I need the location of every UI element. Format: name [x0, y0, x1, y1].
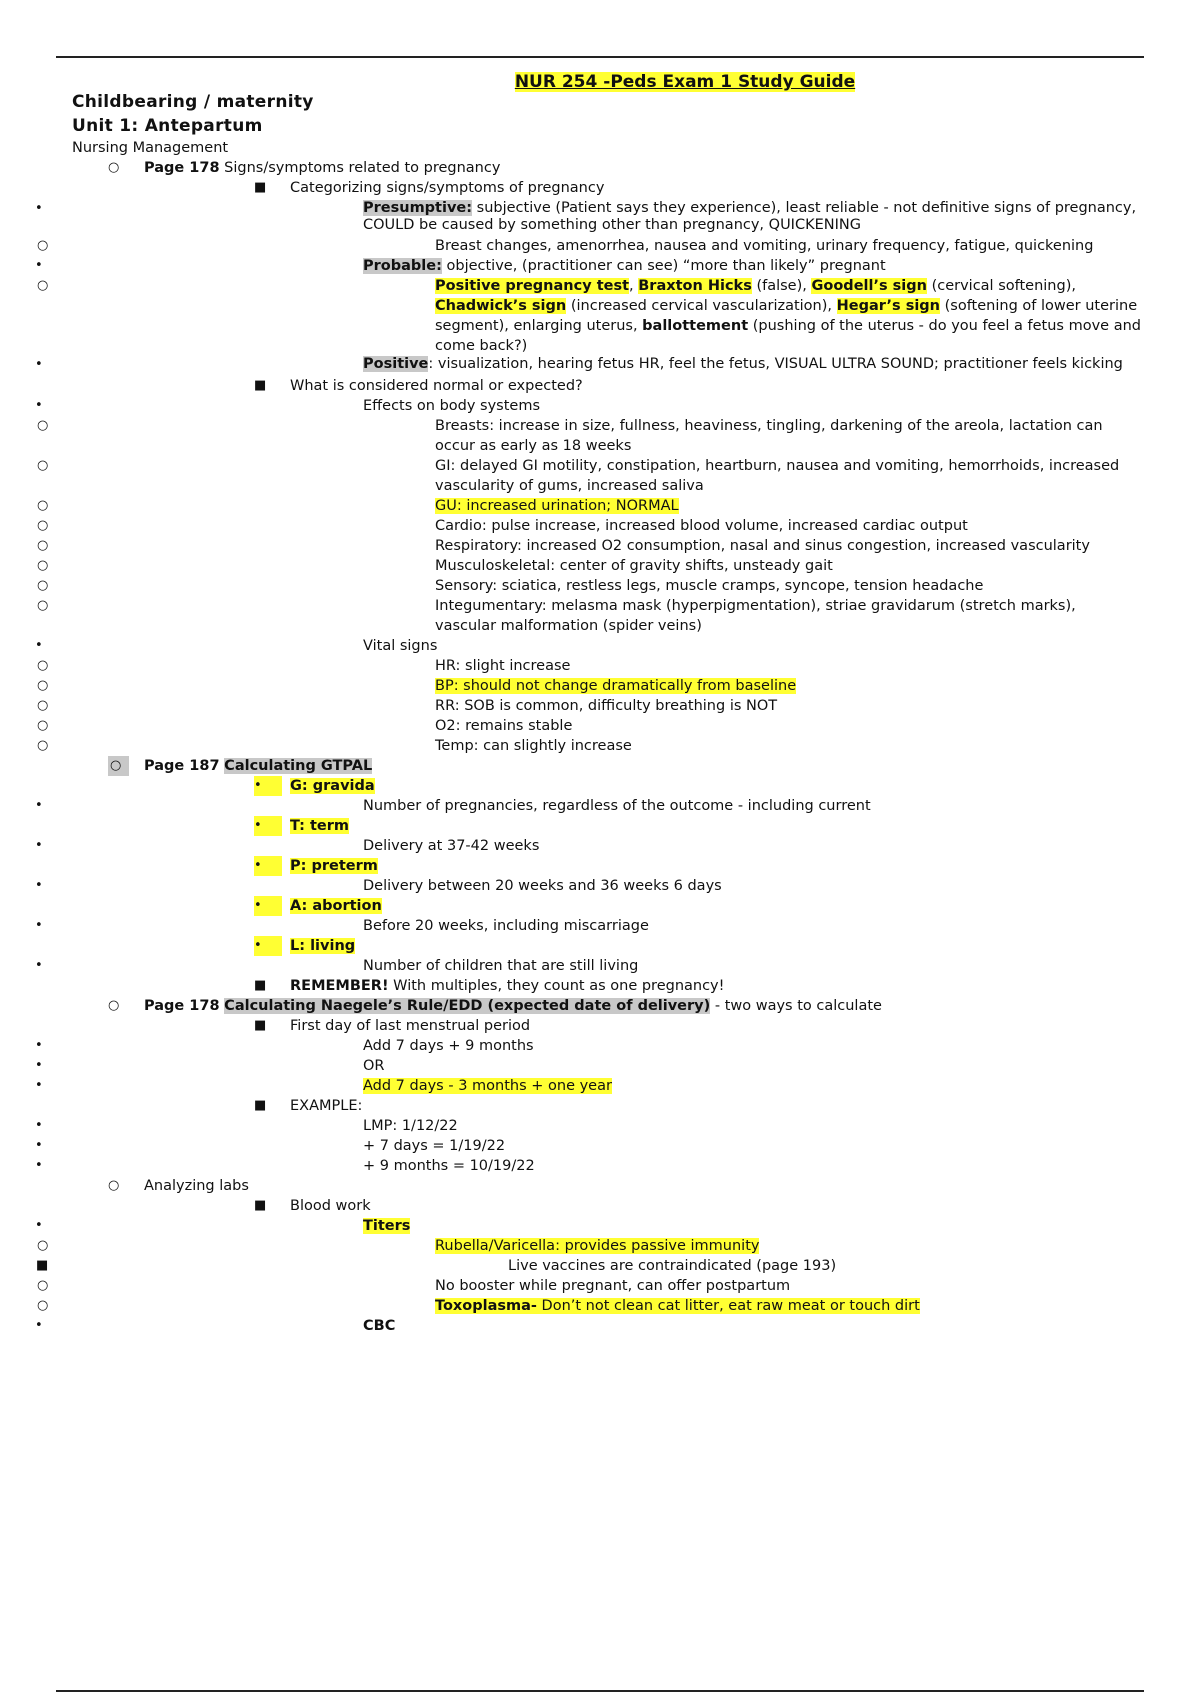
- gtpal-item: • T: term: [254, 818, 349, 834]
- hollow-circle-bullet-icon: ○: [37, 518, 49, 533]
- dot-bullet-icon: •: [254, 936, 282, 956]
- square-bullet-icon: ■: [254, 978, 267, 993]
- square-bullet-icon: ■: [254, 1198, 267, 1213]
- subheading-nursing-management: Nursing Management: [72, 140, 229, 156]
- vital-sign: ○ Temp: can slightly increase: [37, 738, 632, 754]
- list-item: • Titers: [35, 1218, 411, 1234]
- list-item: • Effects on body systems: [35, 398, 541, 414]
- top-rule: [56, 56, 1144, 58]
- list-item: ■ First day of last menstrual period: [254, 1018, 531, 1034]
- hollow-circle-bullet-icon: ○: [37, 738, 49, 753]
- dot-bullet-icon: •: [254, 776, 282, 796]
- list-item: • Vital signs: [35, 638, 438, 654]
- square-bullet-icon: ■: [254, 1098, 267, 1113]
- dot-bullet-icon: •: [35, 1058, 43, 1073]
- dot-bullet-icon: •: [35, 1118, 43, 1133]
- hollow-circle-bullet-icon: ○: [37, 498, 49, 513]
- dot-bullet-icon: •: [35, 1038, 43, 1053]
- dot-bullet-icon: •: [35, 958, 43, 973]
- gtpal-desc: • Number of pregnancies, regardless of the outcome - including current: [35, 798, 871, 814]
- gtpal-desc: • Before 20 weeks, including miscarriage: [35, 918, 649, 934]
- dot-bullet-icon: •: [35, 201, 43, 216]
- bottom-rule: [56, 1690, 1144, 1692]
- system-effect: ○ Breasts: increase in size, fullness, heaviness, tingling, darkening of the areola, lactation can occur as early as 18 weeks: [37, 418, 1103, 454]
- example-step: • + 9 months = 10/19/22: [35, 1158, 535, 1174]
- hollow-circle-bullet-icon: ○: [37, 578, 49, 593]
- gtpal-item: • G: gravida: [254, 778, 375, 794]
- vital-sign: ○ HR: slight increase: [37, 658, 571, 674]
- gtpal-desc: • Delivery between 20 weeks and 36 weeks 6 days: [35, 878, 722, 894]
- square-bullet-icon: ■: [254, 180, 267, 195]
- presumptive-item: • Presumptive: subjective (Patient says they experience), least reliable - not definitive signs of pregnancy, COULD be caused by something other than pregnancy, QUICKENING: [35, 200, 1137, 233]
- section-signs-symptoms: ○ Page 178 Signs/symptoms related to pregnancy: [108, 160, 501, 176]
- dot-bullet-icon: •: [254, 816, 282, 836]
- dot-bullet-icon: •: [35, 798, 43, 813]
- hollow-circle-bullet-icon: ○: [37, 558, 49, 573]
- dot-bullet-icon: •: [35, 1318, 43, 1333]
- example-step: • + 7 days = 1/19/22: [35, 1138, 506, 1154]
- calc-way: • Add 7 days - 3 months + one year: [35, 1078, 612, 1094]
- hollow-circle-bullet-icon: ○: [37, 678, 49, 693]
- study-guide-content: [35, 90, 1152, 1336]
- dot-bullet-icon: •: [35, 258, 43, 273]
- square-bullet-icon: ■: [36, 1258, 49, 1273]
- probable-item: • Probable: objective, (practitioner can see) “more than likely” pregnant: [35, 258, 886, 274]
- lab-detail: ○ No booster while pregnant, can offer postpartum: [37, 1278, 791, 1294]
- presumptive-detail: ○ Breast changes, amenorrhea, nausea and vomiting, urinary frequency, fatigue, quickening: [37, 238, 1094, 254]
- section-gtpal: ○ Page 187 Calculating GTPAL: [110, 758, 373, 774]
- gtpal-desc: • Number of children that are still living: [35, 958, 639, 974]
- hollow-circle-bullet-icon: ○: [108, 756, 129, 776]
- gtpal-item: • P: preterm: [254, 858, 378, 874]
- hollow-circle-bullet-icon: ○: [37, 1278, 49, 1293]
- system-effect: ○ Respiratory: increased O2 consumption, nasal and sinus congestion, increased vascularity: [37, 538, 1090, 554]
- square-bullet-icon: ■: [254, 378, 267, 393]
- system-effect: ○ Integumentary: melasma mask (hyperpigmentation), striae gravidarum (stretch marks), vascular malformation (spider veins): [37, 598, 1076, 634]
- dot-bullet-icon: •: [35, 357, 43, 372]
- remember-note: ■ REMEMBER! With multiples, they count as one pregnancy!: [254, 978, 725, 994]
- dot-bullet-icon: •: [35, 1158, 43, 1173]
- gtpal-item: • L: living: [254, 938, 356, 954]
- vital-sign: ○ BP: should not change dramatically from baseline: [37, 678, 797, 694]
- document-title: NUR 254 -Peds Exam 1 Study Guide: [514, 72, 856, 92]
- list-item: • CBC: [35, 1318, 396, 1334]
- dot-bullet-icon: •: [35, 878, 43, 893]
- section-labs: ○ Analyzing labs: [108, 1178, 249, 1194]
- gtpal-item: • A: abortion: [254, 898, 382, 914]
- hollow-circle-bullet-icon: ○: [108, 1178, 120, 1193]
- heading-antepartum: Unit 1: Antepartum: [72, 116, 263, 136]
- hollow-circle-bullet-icon: ○: [37, 1298, 49, 1313]
- dot-bullet-icon: •: [35, 1218, 43, 1233]
- dot-bullet-icon: •: [35, 638, 43, 653]
- hollow-circle-bullet-icon: ○: [37, 718, 49, 733]
- lab-detail: ■ Live vaccines are contraindicated (page 193): [36, 1258, 837, 1274]
- system-effect: ○ GU: increased urination; NORMAL: [37, 498, 679, 514]
- positive-item: • Positive: visualization, hearing fetus HR, feel the fetus, VISUAL ULTRA SOUND; practitioner feels kicking: [35, 356, 1123, 372]
- list-item: ■ Blood work: [254, 1198, 371, 1214]
- system-effect: ○ Sensory: sciatica, restless legs, muscle cramps, syncope, tension headache: [37, 578, 984, 594]
- hollow-circle-bullet-icon: ○: [37, 238, 49, 253]
- hollow-circle-bullet-icon: ○: [37, 538, 49, 553]
- dot-bullet-icon: •: [35, 838, 43, 853]
- example-step: • LMP: 1/12/22: [35, 1118, 458, 1134]
- lab-detail: ○ Rubella/Varicella: provides passive immunity: [37, 1238, 760, 1254]
- dot-bullet-icon: •: [35, 1138, 43, 1153]
- dot-bullet-icon: •: [35, 398, 43, 413]
- list-item: ■ EXAMPLE:: [254, 1098, 363, 1114]
- dot-bullet-icon: •: [35, 1078, 43, 1093]
- gtpal-desc: • Delivery at 37-42 weeks: [35, 838, 540, 854]
- hollow-circle-bullet-icon: ○: [37, 418, 49, 433]
- dot-bullet-icon: •: [254, 896, 282, 916]
- list-item: ■ Categorizing signs/symptoms of pregnancy: [254, 180, 605, 196]
- hollow-circle-bullet-icon: ○: [37, 698, 49, 713]
- probable-detail: ○ Positive pregnancy test, Braxton Hicks (false), Goodell’s sign (cervical softening), Chadwick’s sign (increased cervical vascularization), Hegar’s sign (softening of lower uterine segment), enlarging uterus, ballottement (pushing of the uterus - do you feel a fetus move and come back?): [37, 278, 1141, 354]
- hollow-circle-bullet-icon: ○: [37, 278, 49, 293]
- system-effect: ○ Musculoskeletal: center of gravity shifts, unsteady gait: [37, 558, 833, 574]
- hollow-circle-bullet-icon: ○: [108, 160, 120, 175]
- system-effect: ○ Cardio: pulse increase, increased blood volume, increased cardiac output: [37, 518, 968, 534]
- calc-way: • OR: [35, 1058, 385, 1074]
- section-naegele: ○ Page 178 Calculating Naegele’s Rule/EDD (expected date of delivery) - two ways to calculate: [108, 998, 882, 1014]
- hollow-circle-bullet-icon: ○: [37, 458, 49, 473]
- hollow-circle-bullet-icon: ○: [37, 1238, 49, 1253]
- heading-childbearing: Childbearing / maternity: [72, 92, 314, 112]
- hollow-circle-bullet-icon: ○: [108, 998, 120, 1013]
- list-item: ■ What is considered normal or expected?: [254, 378, 583, 394]
- vital-sign: ○ O2: remains stable: [37, 718, 573, 734]
- dot-bullet-icon: •: [254, 856, 282, 876]
- system-effect: ○ GI: delayed GI motility, constipation, heartburn, nausea and vomiting, hemorrhoids, increased vascularity of gums, increased saliva: [37, 458, 1120, 494]
- vital-sign: ○ RR: SOB is common, difficulty breathing is NOT: [37, 698, 778, 714]
- lab-detail: ○ Toxoplasma- Don’t not clean cat litter, eat raw meat or touch dirt: [37, 1298, 920, 1314]
- hollow-circle-bullet-icon: ○: [37, 658, 49, 673]
- hollow-circle-bullet-icon: ○: [37, 598, 49, 613]
- calc-way: • Add 7 days + 9 months: [35, 1038, 534, 1054]
- square-bullet-icon: ■: [254, 1018, 267, 1033]
- dot-bullet-icon: •: [35, 918, 43, 933]
